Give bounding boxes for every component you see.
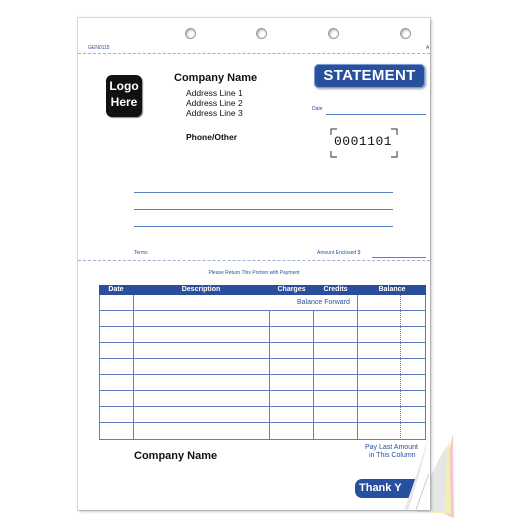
company-name: Company Name [174,72,258,84]
table-column-line [133,295,134,440]
amount-enclosed-label: Amount Enclosed $ [317,250,361,256]
column-header-balance: Balance [378,286,406,293]
table-column-line [357,295,358,440]
statement-form-sheet [78,18,430,510]
copy-letter: A [426,45,430,51]
address-line-3: Address Line 3 [186,108,243,118]
punch-hole [400,28,411,39]
return-notice: Please Return This Portion with Payment [208,270,300,276]
punch-hole [256,28,267,39]
column-header-date: Date [108,286,124,293]
table-row-line [99,358,426,359]
table-column-line [425,295,426,440]
phone-other: Phone/Other [186,132,238,142]
top-perforation [78,53,430,54]
table-row-line [99,406,426,407]
form-code: GEN0115 [88,45,110,51]
punch-hole [328,28,339,39]
table-row-line [99,342,426,343]
line-items-table [99,285,426,440]
footer-company-name: Company Name [134,450,218,462]
terms-label: Terms [134,250,148,256]
curled-corner [402,426,430,510]
table-column-line [313,310,314,440]
date-line[interactable] [326,114,426,115]
customer-address-line[interactable] [134,209,393,210]
table-row-line [99,326,426,327]
column-header-description: Description [181,286,221,293]
balance-dotted-divider [400,295,401,440]
table-column-line [269,310,270,440]
statement-title-badge [314,64,425,88]
address-line-2: Address Line 2 [186,98,243,108]
statement-title: STATEMENT [323,67,416,84]
customer-address-line[interactable] [134,192,393,193]
punch-hole [185,28,196,39]
table-row-line [99,439,426,440]
logo-placeholder [106,75,142,117]
table-column-line [99,295,100,440]
address-line-1: Address Line 1 [186,88,243,98]
pay-last-amount-line2: in This Column [369,452,416,459]
balance-forward-label: Balance Forward [297,299,350,306]
column-header-charges: Charges [277,286,306,293]
table-row-line [99,390,426,391]
column-header-credits: Credits [323,286,348,293]
statement-number: 0001101 [334,134,393,149]
table-row-line [99,310,426,311]
table-row-line [99,422,426,423]
table-row-line [99,374,426,375]
middle-perforation [78,260,430,261]
thank-you-text: Thank Y [359,482,402,494]
logo-text-line2: Here [110,95,138,109]
amount-enclosed-line[interactable] [372,257,426,258]
pay-last-amount-line1: Pay Last Amount [365,444,418,451]
date-label: Date [312,106,323,112]
logo-text-line1: Logo [109,79,139,93]
customer-address-line[interactable] [134,226,393,227]
